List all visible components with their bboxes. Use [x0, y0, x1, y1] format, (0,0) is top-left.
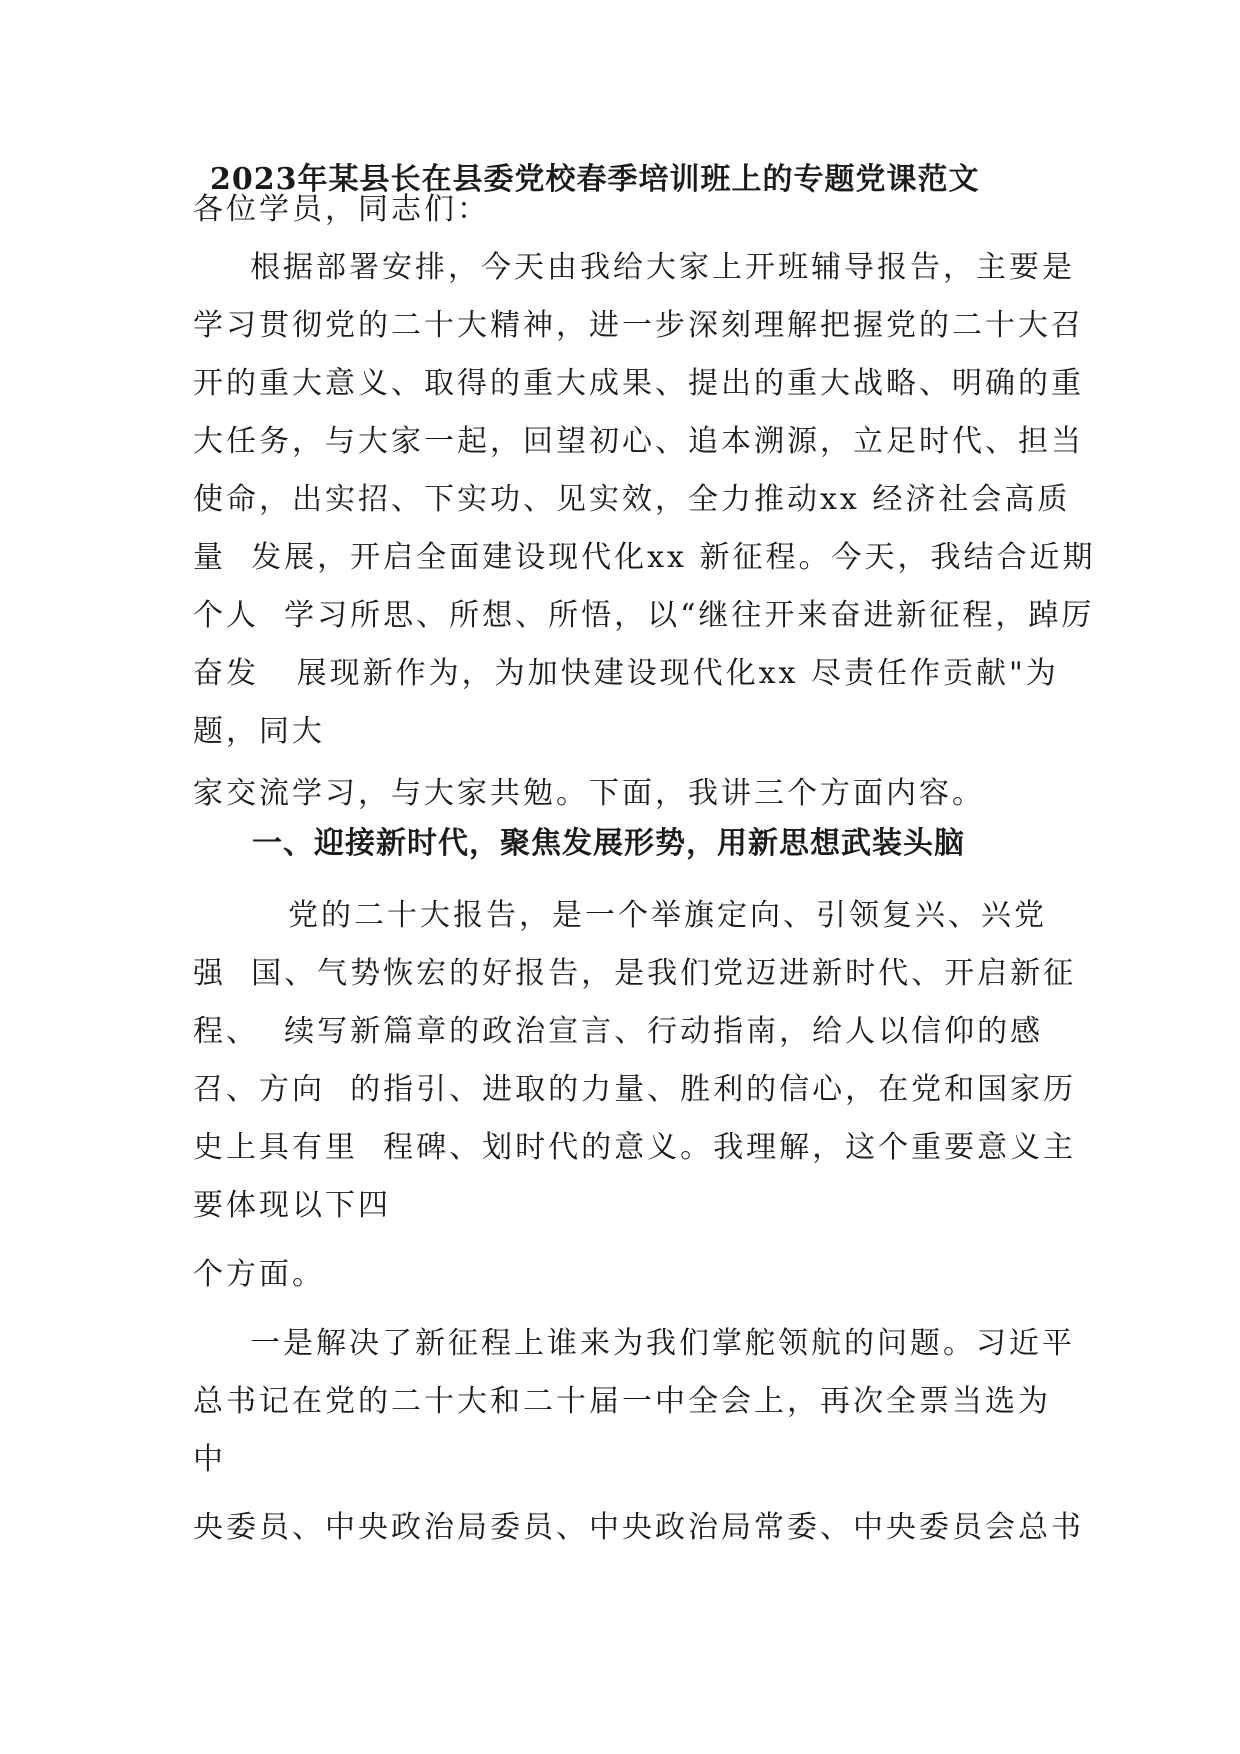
- paragraph-line: 一是解决了新征程上谁来为我们掌舵领航的问题。习近平: [250, 1326, 1075, 1361]
- paragraph-line: 要体现以下四: [193, 1188, 391, 1223]
- paragraph-line: 根据部署安排，今天由我给大家上开班辅导报告，主要是: [250, 250, 1075, 285]
- paragraph-line: 中: [193, 1442, 226, 1477]
- paragraph-line: 量 发展，开启全面建设现代化xx 新征程。今天，我结合近期: [193, 540, 1096, 575]
- paragraph-line: 家交流学习，与大家共勉。下面，我讲三个方面内容。: [193, 776, 985, 811]
- paragraph-line: 学习贯彻党的二十大精神，进一步深刻理解把握党的二十大召: [193, 308, 1084, 343]
- paragraph-line: 开的重大意义、取得的重大成果、提出的重大战略、明确的重: [193, 366, 1084, 401]
- paragraph-line: 使命，出实招、下实功、见实效，全力推动xx 经济社会高质: [193, 482, 1071, 517]
- paragraph-line: 程、 续写新篇章的政治宣言、行动指南，给人以信仰的感: [193, 1014, 1044, 1049]
- paragraph-line: 题，同大: [193, 714, 325, 749]
- paragraph-line: 强 国、气势恢宏的好报告，是我们党迈进新时代、开启新征: [193, 956, 1077, 991]
- paragraph-line: 史上具有里 程碑、划时代的意义。我理解，这个重要意义主: [193, 1130, 1077, 1165]
- paragraph-line: 大任务，与大家一起，回望初心、追本溯源，立足时代、担当: [193, 424, 1084, 459]
- paragraph-line: 个人 学习所思、所想、所悟，以“继往开来奋进新征程，踔厉: [193, 598, 1095, 633]
- section-heading: 一、迎接新时代，聚焦发展形势，用新思想武装头脑: [252, 826, 965, 861]
- paragraph-line: 央委员、中央政治局委员、中央政治局常委、中央委员会总书: [193, 1510, 1084, 1545]
- paragraph-line: 党的二十大报告，是一个举旗定向、引领复兴、兴党: [288, 898, 1047, 933]
- paragraph-line: 召、方向 的指引、进取的力量、胜利的信心，在党和国家历: [193, 1072, 1077, 1107]
- paragraph-line: 总书记在党的二十大和二十届一中全会上，再次全票当选为: [193, 1384, 1051, 1419]
- document-title: 2023年某县长在县委党校春季培训班上的专题党课范文: [210, 162, 980, 197]
- paragraph-line: 奋发 展现新作为，为加快建设现代化xx 尽责任作贡献"为: [193, 656, 1059, 691]
- paragraph-line: 个方面。: [193, 1257, 325, 1292]
- greeting: 各位学员，同志们：: [193, 192, 490, 227]
